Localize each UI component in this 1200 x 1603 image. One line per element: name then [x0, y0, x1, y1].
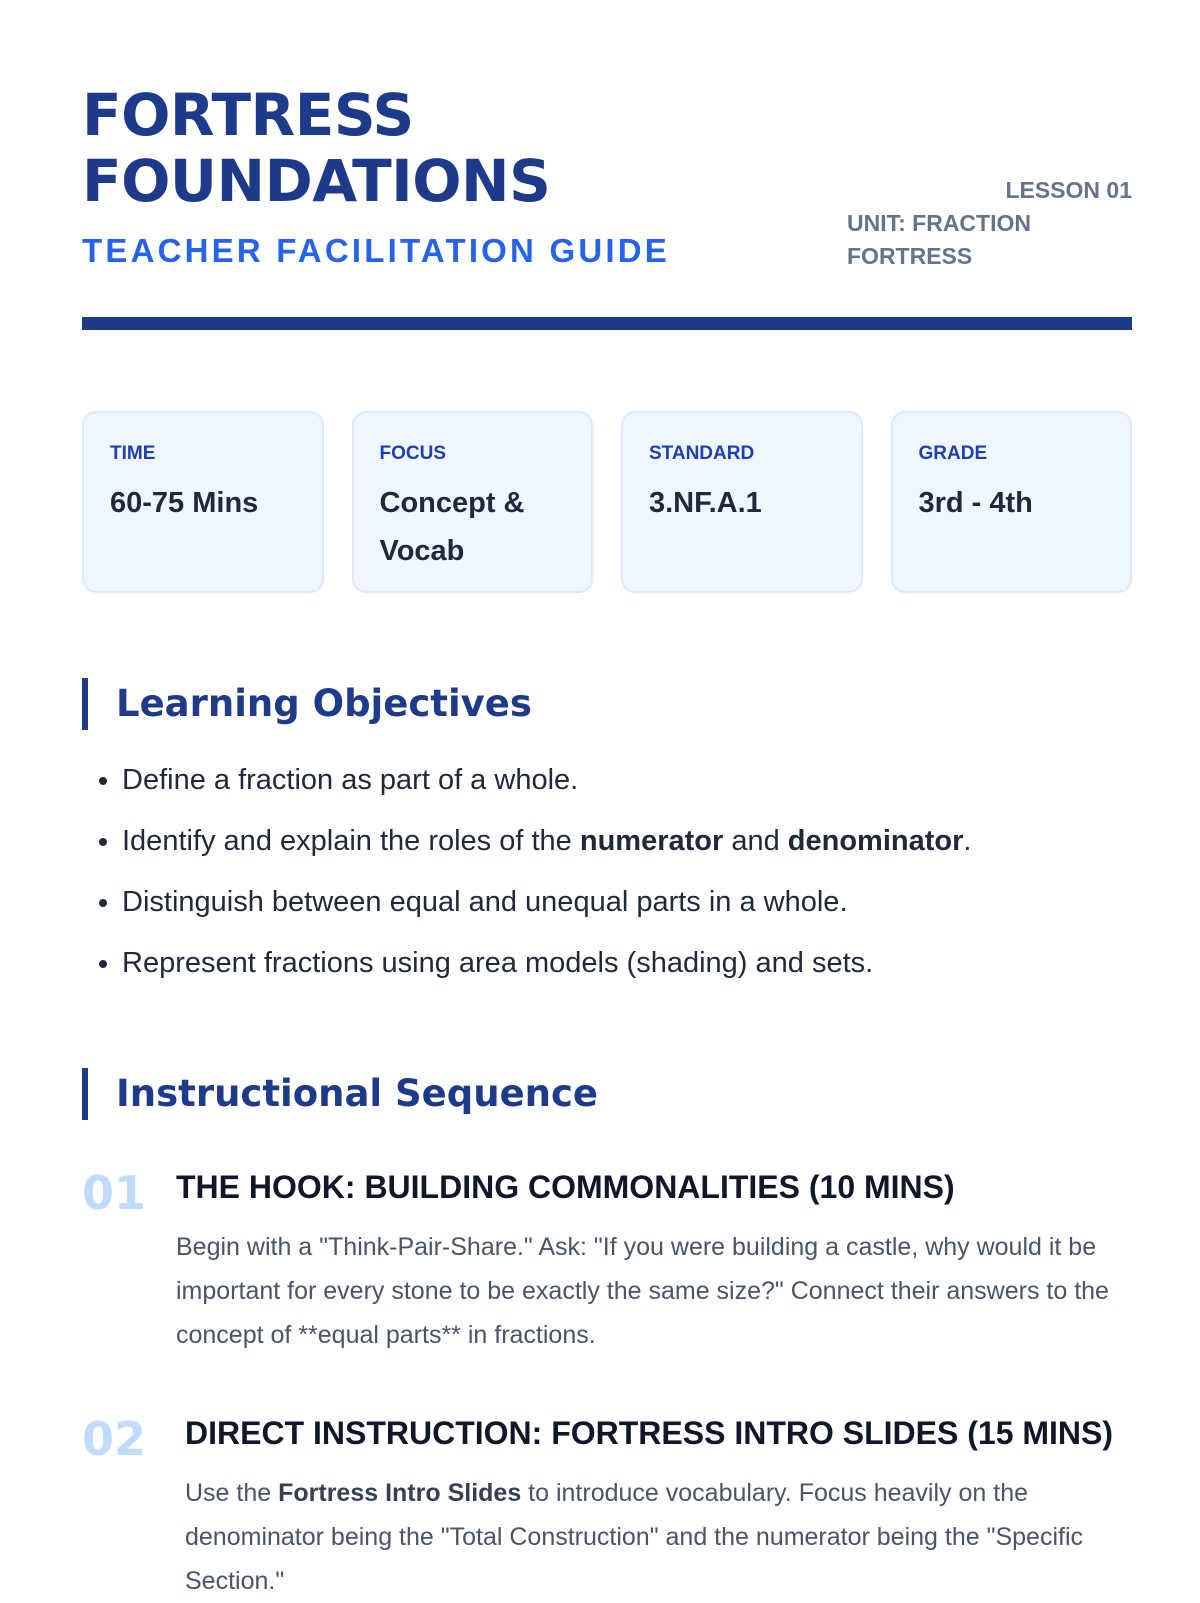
list-item — [122, 817, 971, 878]
objective-text: and — [723, 825, 788, 857]
instructional-sequence-heading: Instructional Sequence — [82, 1068, 598, 1120]
term-denominator: denominator — [787, 825, 964, 857]
card-label: FOCUS — [379, 443, 446, 464]
title-line-2: FOUNDATIONS — [82, 147, 551, 215]
info-card-time — [82, 411, 324, 593]
guide-header — [0, 0, 1200, 330]
learning-objectives-heading: Learning Objectives — [82, 678, 532, 730]
info-card-focus — [352, 411, 594, 593]
info-cards — [82, 411, 1132, 593]
card-value: Concept & Vocab — [379, 487, 525, 567]
card-value: 60-75 Mins — [110, 487, 259, 519]
step-number: 01 — [82, 1166, 147, 1220]
header-divider — [82, 317, 1132, 330]
card-value: 3rd - 4th — [918, 487, 1033, 519]
objective-text: Distinguish between equal and unequal parts in a whole. — [122, 886, 848, 918]
list-item — [122, 756, 971, 817]
step-title: THE HOOK: BUILDING COMMONALITIES (10 MINS) — [176, 1169, 955, 1205]
title-line-1: FORTRESS — [82, 81, 414, 149]
objective-text: Represent fractions using area models (shading) and sets. — [122, 947, 874, 979]
lesson-meta — [847, 174, 1132, 273]
list-item — [122, 939, 971, 1000]
guide-title — [82, 82, 550, 214]
step-text: Use the — [185, 1479, 279, 1507]
unit-name: UNIT: FRACTION FORTRESS — [847, 210, 1031, 269]
card-label: GRADE — [918, 443, 988, 464]
lesson-number: LESSON 01 — [1005, 177, 1132, 203]
card-value: 3.NF.A.1 — [649, 487, 762, 519]
sequence-step-1 — [82, 1163, 1132, 1357]
step-number: 02 — [82, 1412, 147, 1466]
step-description — [185, 1471, 1132, 1603]
slides-reference: Fortress Intro Slides — [278, 1479, 522, 1507]
objective-text: . — [963, 825, 972, 857]
objective-text: Define a fraction as part of a whole. — [122, 764, 579, 796]
step-description: Begin with a "Think-Pair-Share." Ask: "If you were building a castle, why would it be important for every stone to be exactly the same size?" Connect their answers to the concept of **equal parts** in fractions. — [176, 1233, 1109, 1349]
info-card-standard — [621, 411, 863, 593]
card-label: STANDARD — [649, 443, 755, 464]
step-title: DIRECT INSTRUCTION: FORTRESS INTRO SLIDES (15 MINS) — [185, 1415, 1114, 1451]
objectives-list — [82, 756, 971, 1000]
objective-text: Identify and explain the roles of the — [122, 825, 580, 857]
term-numerator: numerator — [579, 825, 724, 857]
sequence-step-2 — [82, 1409, 1132, 1603]
card-label: TIME — [110, 443, 156, 464]
list-item — [122, 878, 971, 939]
step-text: to introduce vocabulary. Focus heavily on the denominator being the "Total Construction" and the numerator being the "Specific Section." — [185, 1479, 1083, 1595]
info-card-grade — [891, 411, 1133, 593]
guide-subtitle: TEACHER FACILITATION GUIDE — [82, 232, 670, 269]
